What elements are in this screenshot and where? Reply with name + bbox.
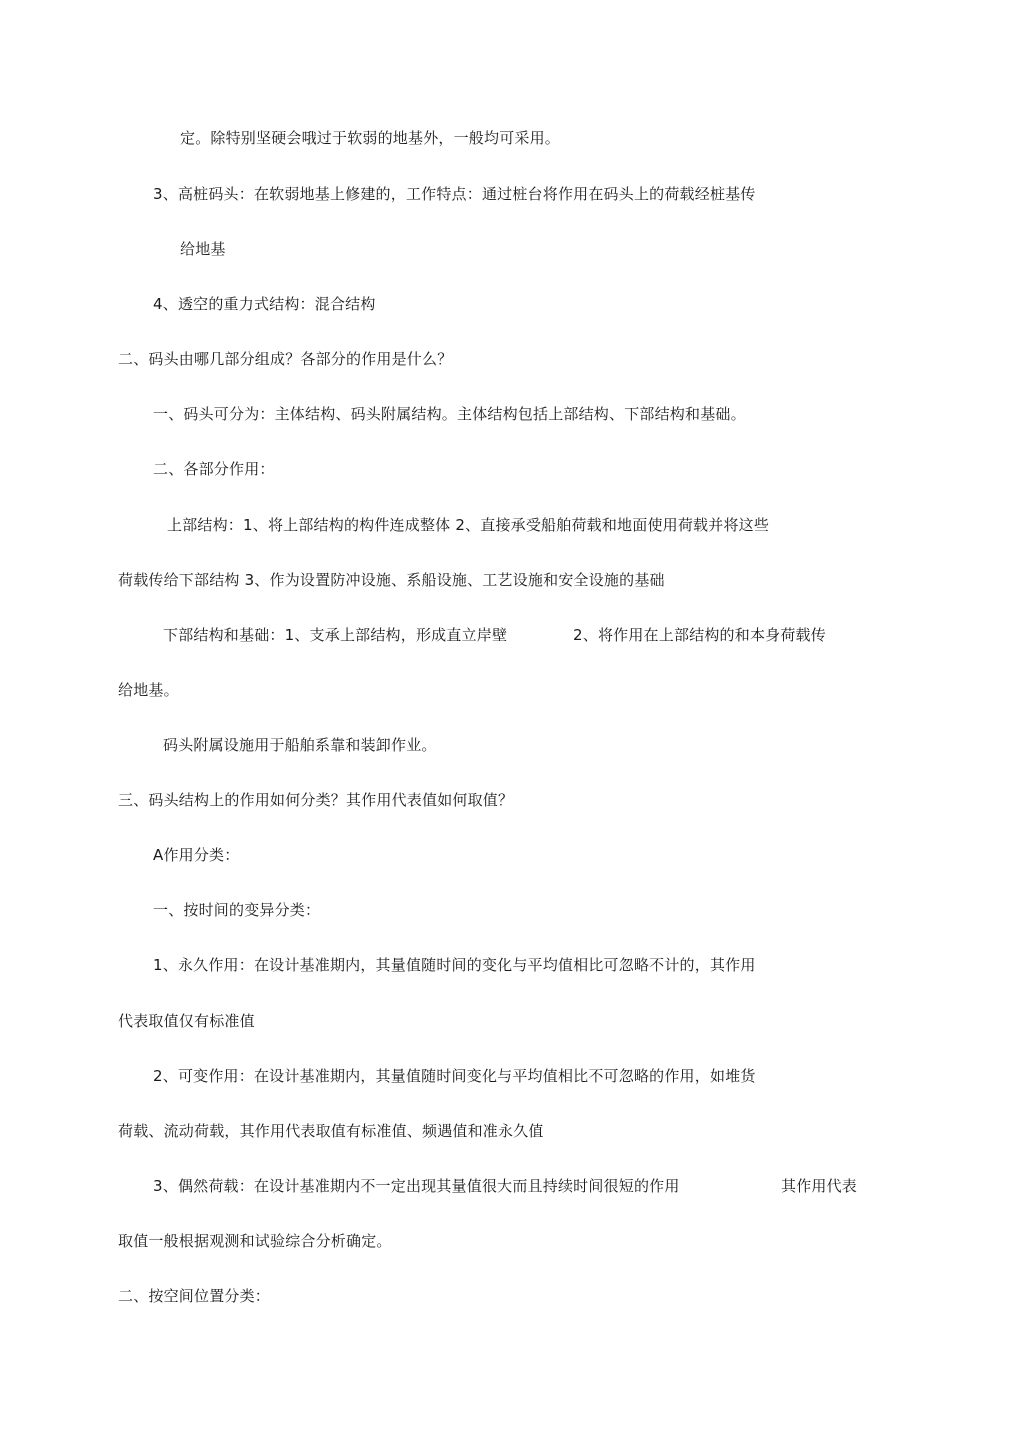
paragraph-line: 二、各部分作用： xyxy=(153,460,275,478)
paragraph-line: A作用分类： xyxy=(153,846,240,864)
section-heading: 二、按空间位置分类： xyxy=(118,1287,271,1305)
paragraph-line: 上部结构：1、将上部结构的构件连成整体 2、直接承受船舶荷载和地面使用荷载并将这些 xyxy=(167,516,770,534)
paragraph-line: 4、透空的重力式结构：混合结构 xyxy=(153,295,376,313)
paragraph-line: 荷载、流动荷载，其作用代表取值有标准值、频遇值和准永久值 xyxy=(118,1122,544,1140)
section-heading: 二、码头由哪几部分组成？各部分的作用是什么？ xyxy=(118,350,453,368)
paragraph-line: 给地基。 xyxy=(118,681,179,699)
paragraph-line: 3、高桩码头：在软弱地基上修建的，工作特点：通过桩台将作用在码头上的荷载经桩基传 xyxy=(153,185,756,203)
paragraph-line: 荷载传给下部结构 3、作为设置防冲设施、系船设施、工艺设施和安全设施的基础 xyxy=(118,571,665,589)
paragraph-line: 代表取值仅有标准值 xyxy=(118,1012,255,1030)
paragraph-line-continuation: 2、将作用在上部结构的和本身荷载传 xyxy=(573,626,826,644)
paragraph-line: 一、按时间的变异分类： xyxy=(153,901,321,919)
paragraph-line: 定。除特别坚硬会哦过于软弱的地基外，一般均可采用。 xyxy=(180,129,561,147)
paragraph-line: 1、永久作用：在设计基准期内，其量值随时间的变化与平均值相比可忽略不计的，其作用 xyxy=(153,956,756,974)
paragraph-line: 2、可变作用：在设计基准期内，其量值随时间变化与平均值相比不可忽略的作用，如堆货 xyxy=(153,1067,756,1085)
paragraph-line: 3、偶然荷载：在设计基准期内不一定出现其量值很大而且持续时间很短的作用 xyxy=(153,1177,680,1195)
paragraph-line: 给地基 xyxy=(180,240,226,258)
paragraph-line: 码头附属设施用于船舶系靠和装卸作业。 xyxy=(163,736,437,754)
paragraph-line: 一、码头可分为：主体结构、码头附属结构。主体结构包括上部结构、下部结构和基础。 xyxy=(153,405,746,423)
section-heading: 三、码头结构上的作用如何分类？其作用代表值如何取值？ xyxy=(118,791,514,809)
paragraph-line: 下部结构和基础：1、支承上部结构，形成直立岸壁 xyxy=(163,626,508,644)
paragraph-line-continuation: 其作用代表 xyxy=(781,1177,858,1195)
paragraph-line: 取值一般根据观测和试验综合分析确定。 xyxy=(118,1232,392,1250)
